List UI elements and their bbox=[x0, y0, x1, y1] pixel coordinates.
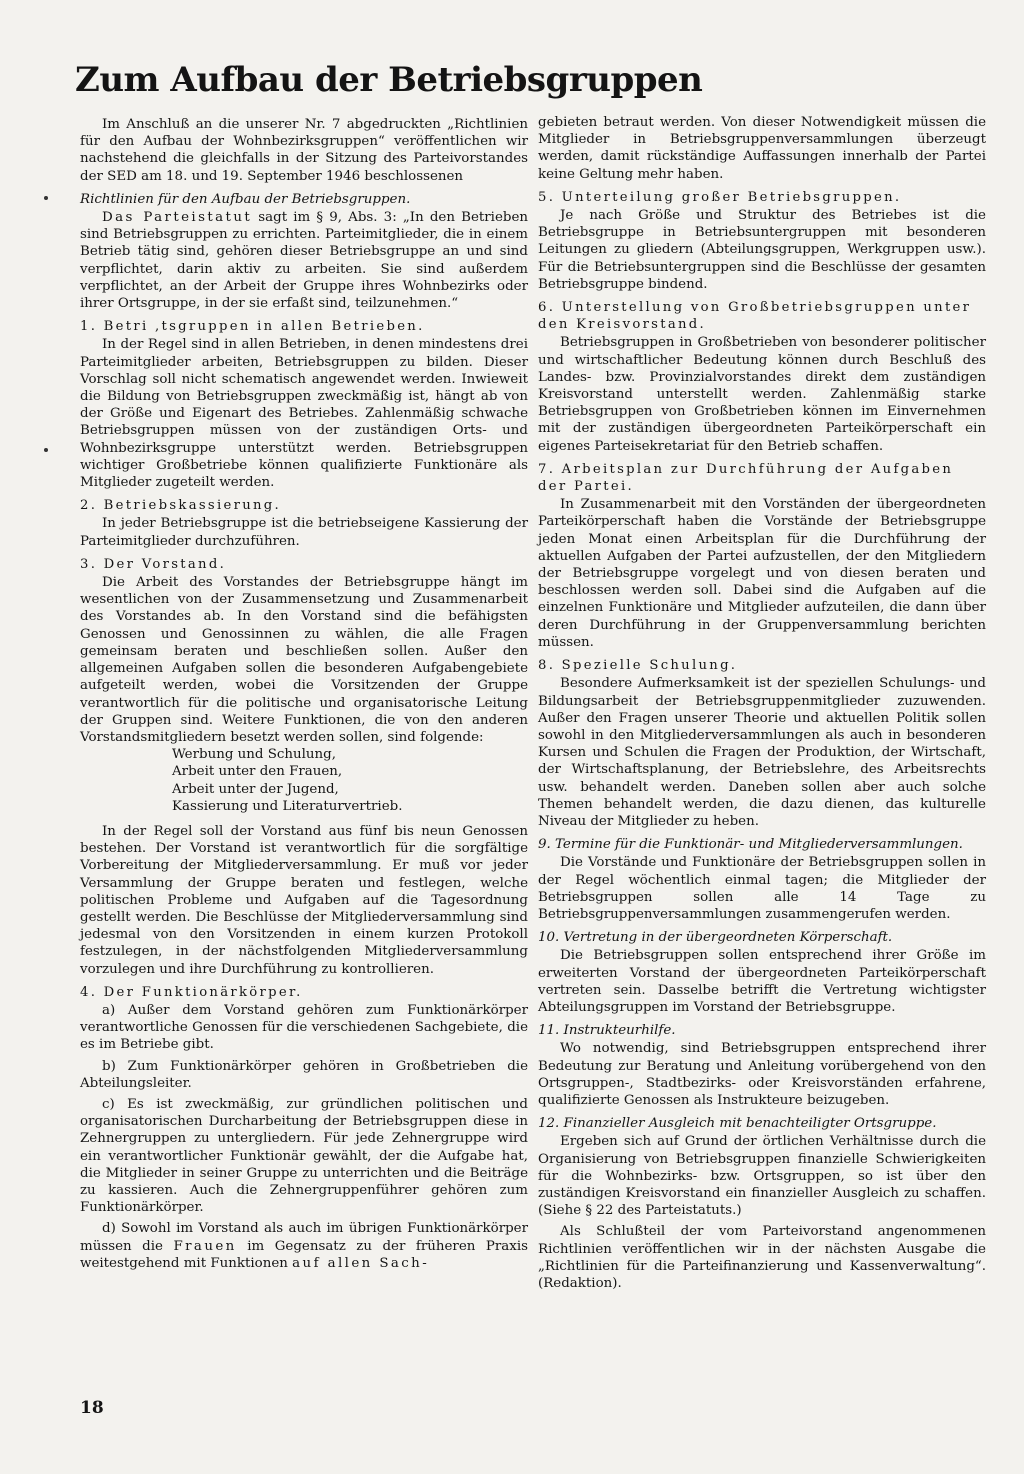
intro-paragraph: Im Anschluß an die unserer Nr. 7 abgedruckten „Richtlinien für den Aufbau der Wohnbezirksgruppen“ veröffentlichen wir nachstehend die gleichfalls in der Sitzung des Parteivorstandes der SED am 18. und 19. September 1946 beschlossenen bbox=[80, 117, 528, 184]
section-heading-2: 2. Betriebskassierung. bbox=[80, 498, 282, 514]
text-4d-part1: d) Sowohl im Vorstand als auch im übrigen Funktionärkörper müssen die bbox=[80, 1221, 528, 1254]
section-text-5: Je nach Größe und Struktur des Betriebes ist die Betriebsgruppe in Betriebsuntergruppen mit besonderen Leitungen zu gliedern (Abteilungsgruppen, Werkgruppen usw.). Für die Betriebsuntergruppen sind die Beschlüsse der gesamten Betriebsgruppe bindend. bbox=[538, 208, 986, 292]
section-text-6: Betriebsgruppen in Großbetrieben von besonderer politischer und wirtschaftlicher Bedeutung können durch Beschluß des Landes- bzw. Provinzialvorstandes direkt dem zuständigen Kreisvorstand unterstellt werden. Zahlenmäßig starke Betriebsgruppen von Großbetrieben können im Einvernehmen mit der zuständigen übergeordneten Parteikörperschaft ein eigenes Parteisekretariat für den Betrieb schaffen. bbox=[538, 335, 986, 454]
section-heading-5: 5. Unterteilung großer Betriebsgruppen. bbox=[538, 189, 902, 205]
statute-spaced: Das Parteistatut bbox=[102, 210, 253, 226]
text-4d-spaced2: auf allen Sach- bbox=[292, 1255, 430, 1271]
functions-list bbox=[172, 746, 528, 815]
section-heading-8: 8. Spezielle Schulung. bbox=[538, 658, 738, 674]
text-4d-part2: im Gegensatz zu der früheren Praxis weitestgehend mit Funktionen bbox=[80, 1238, 528, 1271]
section-heading-7: 7. Arbeitsplan zur Durchführung der Aufgaben der Partei. bbox=[538, 461, 954, 495]
right-column bbox=[538, 114, 986, 1292]
section-heading-4: 4. Der Funktionärkörper. bbox=[80, 984, 303, 1000]
subtitle: Richtlinien für den Aufbau der Betriebsgruppen. bbox=[80, 191, 411, 207]
section-text-4c: c) Es ist zweckmäßig, zur gründlichen politischen und organisatorischen Durcharbeitung der Betriebsgruppen diese in Zehnergruppen zu untergliedern. Für jede Zehnergruppe wird ein verantwortlicher Funktionär gewählt, der die Aufgabe hat, die Mitglieder in seiner Gruppe zu unterrichten und die Beiträge zu kassieren. Auch die Zehnergruppenführer gehören zum Funktionärkörper. bbox=[80, 1096, 528, 1216]
section-text-4d-cont: gebieten betraut werden. Von dieser Notwendigkeit müssen die Mitglieder in Betriebsgruppenversammlungen überzeugt werden, damit rückständige Auffassungen innerhalb der Partei keine Geltung mehr haben. bbox=[538, 115, 986, 182]
section-text-10: Die Betriebsgruppen sollen entsprechend ihrer Größe im erweiterten Vorstand der übergeordneten Parteikörperschaft vertreten sein. Dasselbe betrifft die Vertretung wichtigster Abteilungsgruppen im Vorstand der Betriebsgruppe. bbox=[538, 948, 986, 1015]
section-text-1: In der Regel sind in allen Betrieben, in denen mindestens drei Parteimitglieder arbeiten, Betriebsgruppen zu bilden. Dieser Vorschlag soll nicht schematisch angewendet werden. Inwieweit die Bildung von Betriebsgruppen zweckmäßig ist, hängt ab von der Größe und Eigenart des Betriebes. Zahlenmäßig schwache Betriebsgruppen müssen von der zuständigen Orts- und Wohnbezirksgruppe unterstützt werden. Betriebsgruppen wichtiger Großbetriebe können qualifizierte Funktionäre als Mitglieder zugeteilt werden. bbox=[80, 337, 528, 491]
statute-text: sagt im § 9, Abs. 3: „In den Betrieben sind Betriebsgruppen zu errichten. Parteimitglieder, die in einem Betrieb tätig sind, gehören dieser Betriebsgruppe an und sind verpflichtet, darin aktiv zu arbeiten. Sie sind außerdem verpflichtet, an der Arbeit der Gruppe ihres Wohnbezirks oder ihrer Ortsgruppe, in der sie erfaßt sind, teilzunehmen.“ bbox=[80, 210, 528, 312]
section-text-12: Ergeben sich auf Grund der örtlichen Verhältnisse durch die Organisierung von Betriebsgruppen finanzielle Schwierigkeiten für die Wohnbezirks- bzw. Ortsgruppen, so ist über den zuständigen Kreisvorstand ein finanzieller Ausgleich zu schaffen. (Siehe § 22 des Parteistatuts.) bbox=[538, 1134, 986, 1219]
list-item: Kassierung und Literaturvertrieb. bbox=[172, 798, 403, 814]
section-text-11: Wo notwendig, sind Betriebsgruppen entsprechend ihrer Bedeutung zur Beratung und Anleitung vorübergehend von den Ortsgruppen-, Stadtbezirks- oder Kreisvorständen erfahrene, qualifizierte Genossen als Instrukteure beizugeben. bbox=[538, 1041, 986, 1108]
section-text-7: In Zusammenarbeit mit den Vorständen der übergeordneten Parteikörperschaft haben die Vorstände der Betriebsgruppe jeden Monat einen Arbeitsplan für die Durchführung der aktuellen Aufgaben der Partei aufzustellen, der den Mitgliedern der Betriebsgruppe vorgelegt und von diesen beraten und beschlossen werden soll. Dabei sind die Aufgaben auf die einzelnen Funktionäre und Mitglieder aufzuteilen, die dann über deren Durchführung in der Gruppenversammlung berichten müssen. bbox=[538, 497, 986, 650]
section-text-3b: In der Regel soll der Vorstand aus fünf bis neun Genossen bestehen. Der Vorstand ist verantwortlich für die sorgfältige Vorbereitung der Mitgliederversammlung. Er muß vor jeder Versammlung der Gruppe beraten und festlegen, welche politischen Probleme und Aufgaben auf die Tagesordnung gestellt werden. Die Beschlüsse der Mitgliederversammlung sind jedesmal von den Vorsitzenden in einem kurzen Protokoll festzulegen, in der nächstfolgenden Mitgliederversammlung vorzulegen und ihre Durchführung zu kontrollieren. bbox=[80, 823, 528, 977]
section-heading-10: 10. Vertretung in der übergeordneten Körperschaft. bbox=[538, 930, 893, 946]
section-text-4d bbox=[80, 1220, 528, 1272]
section-heading-3: 3. Der Vorstand. bbox=[80, 556, 227, 572]
section-heading-1: 1. Betri ,tsgruppen in allen Betrieben. bbox=[80, 319, 425, 335]
margin-mark bbox=[44, 448, 48, 452]
list-item: Arbeit unter der Jugend, bbox=[172, 781, 339, 797]
section-text-9: Die Vorstände und Funktionäre der Betriebsgruppen sollen in der Regel wöchentlich einmal tagen; die Mitglieder der Betriebsgruppen sollen alle 14 Tage zu Betriebsgruppenversammlungen zusammengerufen werden. bbox=[538, 855, 986, 922]
margin-mark bbox=[44, 196, 48, 200]
section-text-4a: a) Außer dem Vorstand gehören zum Funktionärkörper verantwortliche Genossen für die verschiedenen Sachgebiete, die es im Betriebe gibt. bbox=[80, 1002, 528, 1053]
section-heading-12: 12. Finanzieller Ausgleich mit benachteiligter Ortsgruppe. bbox=[538, 1116, 937, 1132]
section-text-8: Besondere Aufmerksamkeit ist der speziellen Schulungs- und Bildungsarbeit der Betriebsgruppenmitglieder zuzuwenden. Außer den Fragen unserer Theorie und aktuellen Politik sollen sowohl in den Mitgliederversammlungen als auch in besonderen Kursen und Schulen die Fragen der Produktion, der Wirtschaft, der Wirtschaftsplanung, der Betriebslehre, des Arbeitsrechts usw. behandelt werden. Daneben sollen aber auch solche Themen behandelt werden, die dazu dienen, das kulturelle Niveau der Mitglieder zu heben. bbox=[538, 676, 986, 829]
text-4d-spaced1: Frauen bbox=[173, 1238, 237, 1254]
list-item: Werbung und Schulung, bbox=[172, 747, 337, 763]
article-title: Zum Aufbau der Betriebsgruppen bbox=[75, 60, 703, 100]
section-text-2: In jeder Betriebsgruppe ist die betriebseigene Kassierung der Parteimitglieder durchzuführen. bbox=[80, 516, 528, 549]
closing-paragraph: Als Schlußteil der vom Parteivorstand angenommenen Richtlinien veröffentlichen wir in der nächsten Ausgabe die „Richtlinien für die Parteifinanzierung und Kassenverwaltung“. (Redaktion). bbox=[538, 1224, 986, 1291]
section-heading-11: 11. Instrukteurhilfe. bbox=[538, 1023, 676, 1039]
section-text-4b: b) Zum Funktionärkörper gehören in Großbetrieben die Abteilungsleiter. bbox=[80, 1058, 528, 1091]
page-number: 18 bbox=[80, 1398, 104, 1418]
statute-paragraph bbox=[80, 209, 528, 312]
section-heading-9: 9. Termine für die Funktionär- und Mitgliederversammlungen. bbox=[538, 837, 963, 853]
section-text-3: Die Arbeit des Vorstandes der Betriebsgruppe hängt im wesentlichen von der Zusammensetzung und Zusammenarbeit des Vorstandes ab. In den Vorstand sind die befähigsten Genossen und Genossinnen zu wählen, die alle Fragen gemeinsam beraten und beschließen sollen. Außer den allgemeinen Aufgaben sollen die besonderen Aufgabengebiete aufgeteilt werden, wobei die Vorsitzenden der Gruppe verantwortlich für die politische und organisatorische Leitung der Gruppen sind. Weitere Funktionen, die von den anderen Vorstandsmitgliedern besetzt werden sollen, sind folgende: bbox=[80, 575, 528, 745]
left-column bbox=[80, 116, 528, 1272]
list-item: Arbeit unter den Frauen, bbox=[172, 764, 343, 780]
section-heading-6: 6. Unterstellung von Großbetriebsgruppen unter den Kreisvorstand. bbox=[538, 300, 972, 333]
